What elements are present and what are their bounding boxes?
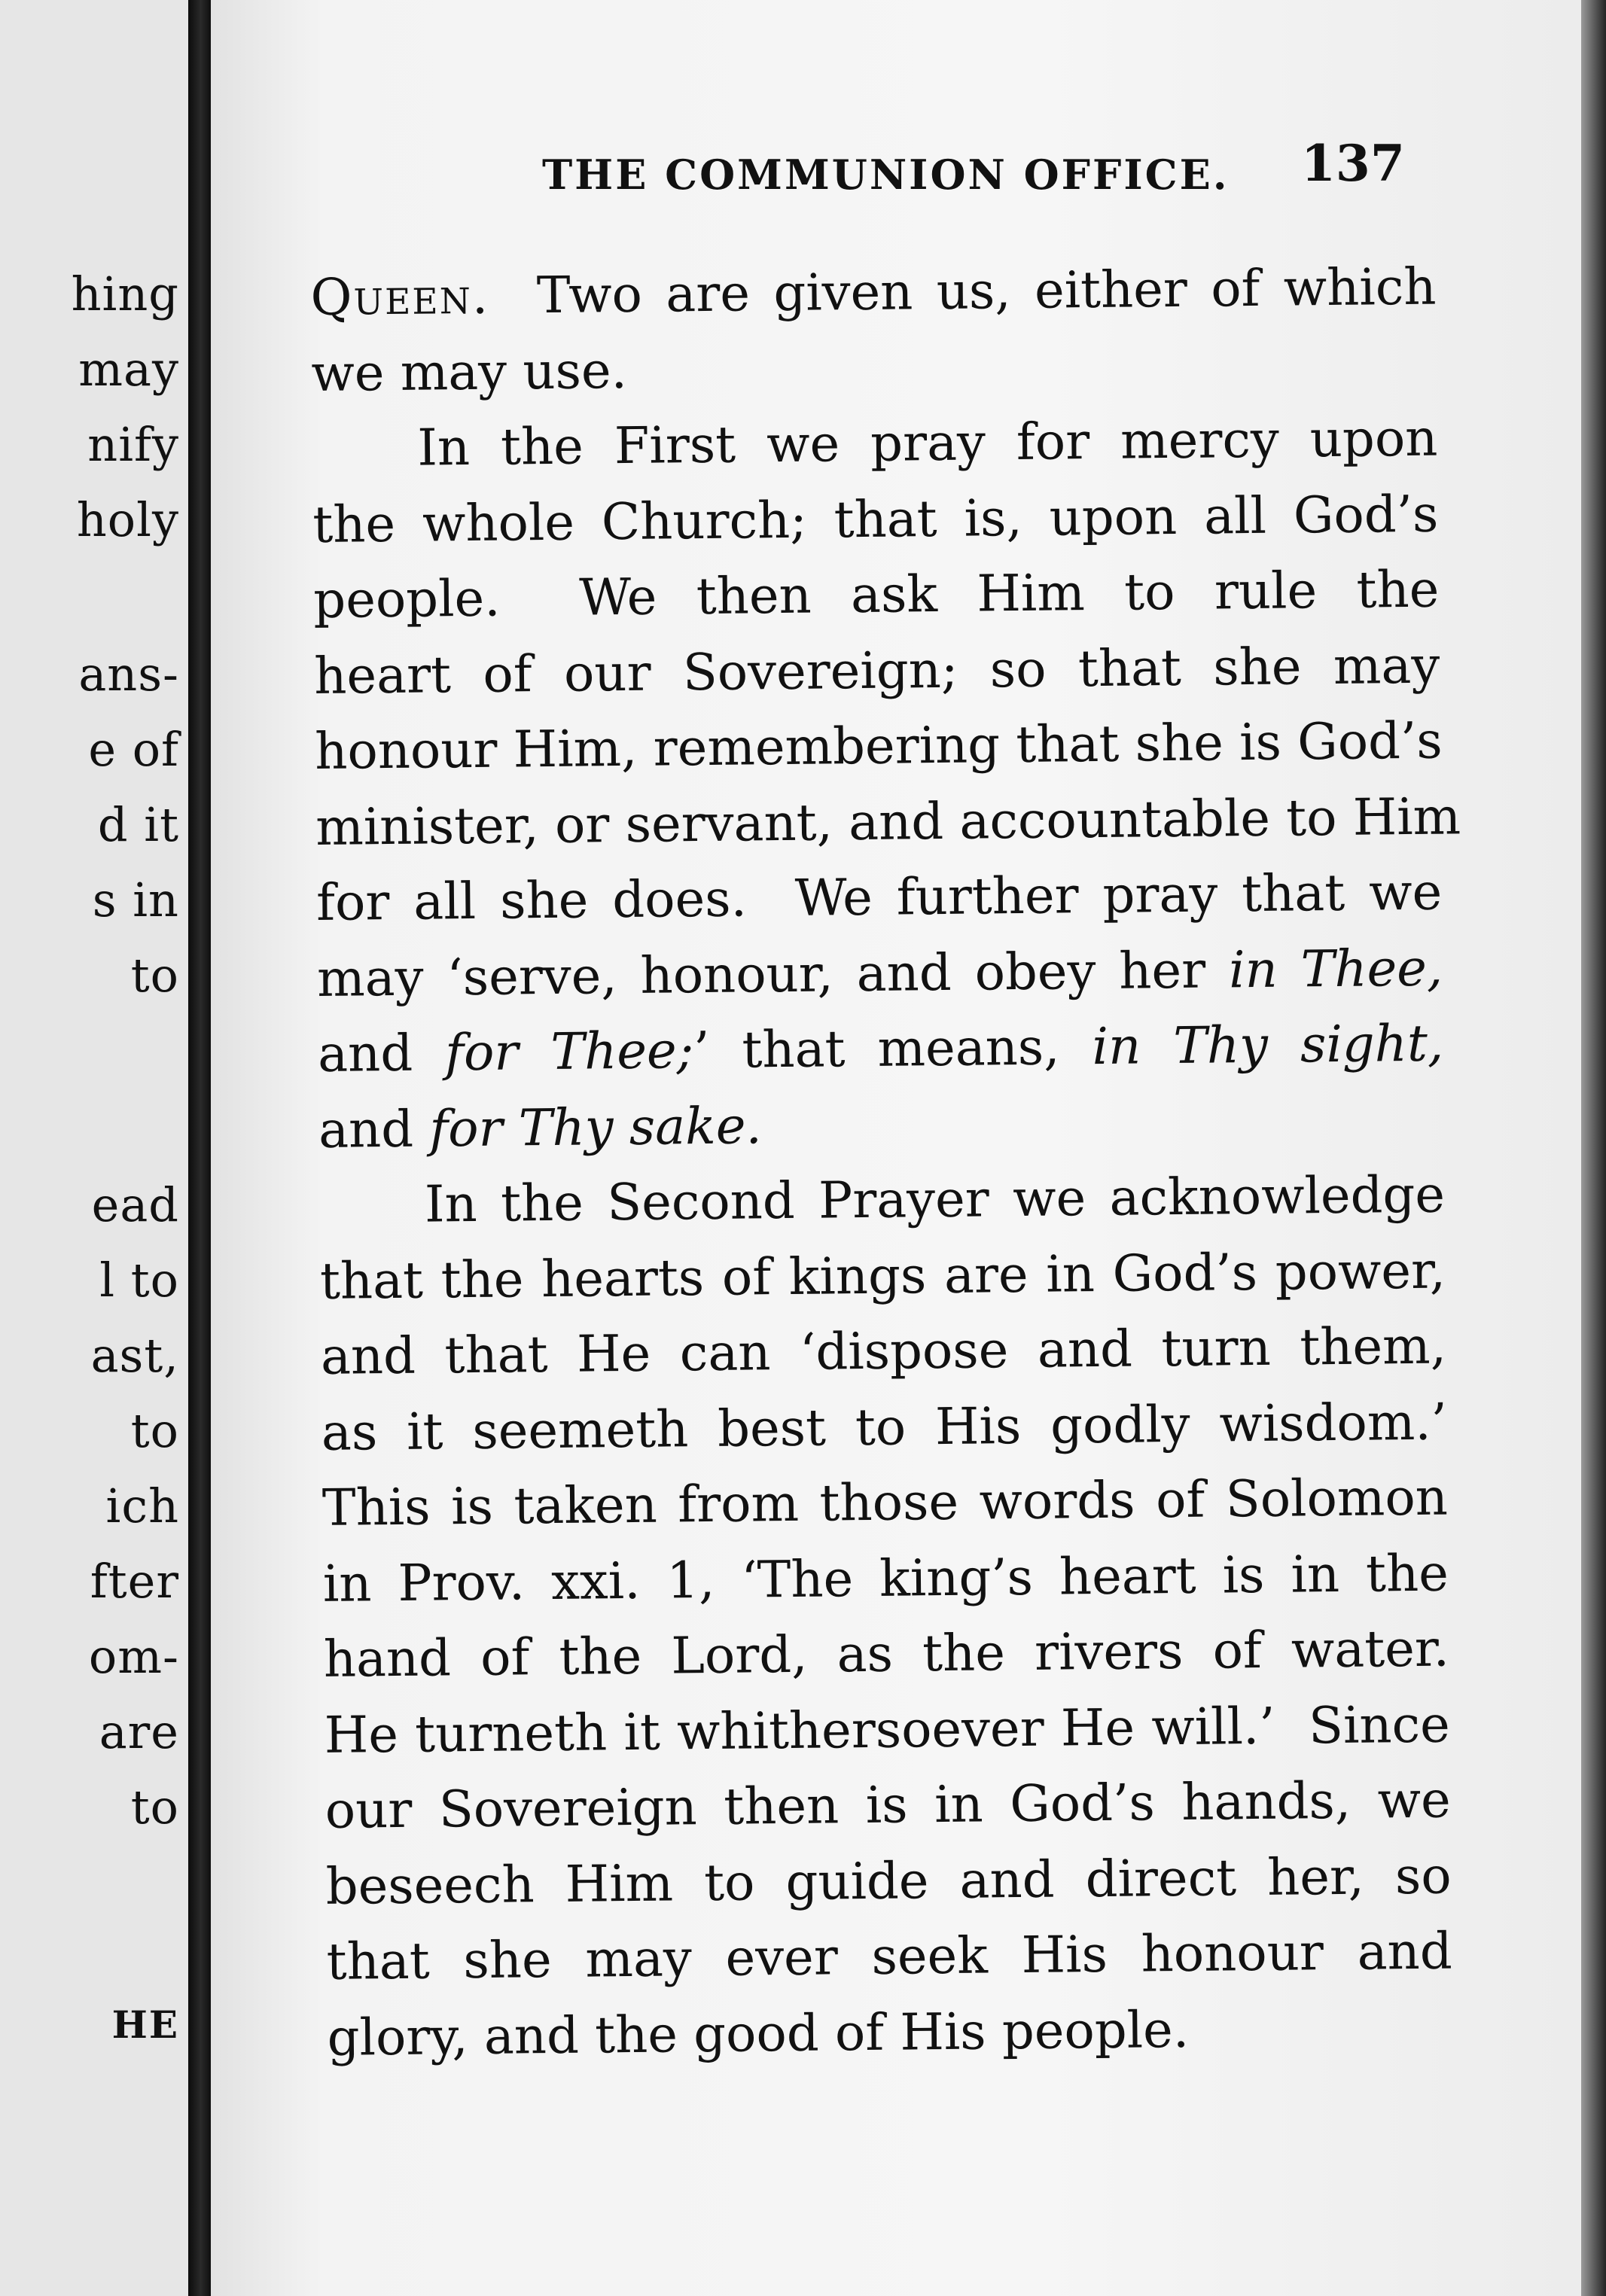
body-text xyxy=(310,249,1461,2075)
text-line xyxy=(317,930,1443,1016)
facing-page-fragment: fter xyxy=(90,1554,179,1609)
text-line xyxy=(314,627,1440,714)
facing-page-fragment: HE xyxy=(111,2002,179,2047)
facing-page-fragment: holy xyxy=(76,492,179,547)
page-edge xyxy=(1581,0,1606,2296)
text-span: beseech Him to guide and direct her, so xyxy=(325,1846,1452,1916)
facing-page-fragment: ead xyxy=(91,1177,179,1232)
facing-page-fragment: nify xyxy=(87,417,179,472)
facing-page-fragment: to xyxy=(130,1403,179,1458)
page-number: 137 xyxy=(1301,134,1405,193)
text-line xyxy=(322,1460,1448,1546)
text-span: that the hearts of kings are in God’s power, xyxy=(319,1241,1446,1311)
text-line xyxy=(315,703,1441,790)
text-span: minister, or servant, and accountable to Him xyxy=(315,786,1461,857)
text-line xyxy=(324,1686,1450,1773)
text-span: and xyxy=(318,1099,430,1159)
facing-page-fragment: ans- xyxy=(78,647,179,702)
text-line xyxy=(325,1838,1452,1924)
facing-page-fragment: e of xyxy=(88,722,179,777)
facing-page-fragment: l to xyxy=(99,1253,179,1308)
text-span: we may use. xyxy=(311,340,628,403)
text-span: In the First we pray for mercy upon xyxy=(417,408,1438,477)
text-line xyxy=(310,249,1437,336)
text-span: This is taken from those words of Solomon xyxy=(322,1467,1449,1537)
text-span: may ‘serve, honour, and obey her xyxy=(316,939,1230,1008)
text-span: Two are given us, either of which xyxy=(489,257,1437,325)
italic-text: in Thee, xyxy=(1228,938,1443,999)
text-span: as it seemeth best to His godly wisdom.’ xyxy=(321,1392,1448,1462)
text-line xyxy=(327,1989,1453,2075)
facing-page xyxy=(0,0,188,2296)
text-line xyxy=(321,1308,1447,1395)
text-line xyxy=(315,778,1461,865)
text-span: hand of the Lord, as the rivers of water. xyxy=(323,1618,1450,1689)
text-span: ’ that means, xyxy=(693,1017,1093,1080)
text-span: the whole Church; that is, upon all God’s xyxy=(312,484,1439,554)
italic-text: for Thee; xyxy=(444,1021,694,1083)
text-span: for all she does. We further pray that we xyxy=(315,862,1443,932)
text-span: glory, and the good of His people. xyxy=(327,1999,1190,2067)
book-gutter xyxy=(188,0,211,2296)
facing-page-fragment: om- xyxy=(88,1629,179,1684)
facing-page-fragment: are xyxy=(99,1704,179,1759)
text-line xyxy=(322,1535,1449,1622)
text-span: that she may ever seek His honour and xyxy=(326,1921,1453,1991)
text-span: our Sovereign then is in God’s hands, we xyxy=(325,1770,1452,1840)
facing-page-fragment: to xyxy=(130,1780,179,1835)
text-line xyxy=(325,1762,1451,1849)
text-line xyxy=(319,1157,1446,1244)
text-span: heart of our Sovereign; so that she may xyxy=(313,635,1440,705)
italic-text: for Thy sake. xyxy=(429,1095,763,1159)
text-span: and xyxy=(317,1023,446,1083)
text-span: He turneth it whithersoever He will.’ Since xyxy=(324,1695,1451,1765)
text-line xyxy=(316,854,1443,941)
italic-text: in Thy sight, xyxy=(1092,1013,1444,1076)
facing-page-fragment: hing xyxy=(71,266,179,321)
text-line xyxy=(320,1232,1446,1319)
text-line xyxy=(321,1384,1447,1470)
facing-page-fragment: to xyxy=(130,948,179,1003)
facing-page-fragment: s in xyxy=(92,872,179,927)
text-span: people. We then ask Him to rule the xyxy=(312,559,1440,629)
facing-page-fragment: ast, xyxy=(90,1328,179,1383)
text-line xyxy=(326,1914,1452,2000)
facing-page-fragment: ich xyxy=(105,1478,179,1533)
text-span: and that He can ‘dispose and turn them, xyxy=(320,1316,1447,1386)
text-line xyxy=(312,400,1438,487)
text-span: honour Him, remembering that she is God’s xyxy=(314,711,1443,781)
facing-page-fragment: d it xyxy=(97,797,179,852)
text-line xyxy=(313,552,1440,638)
text-line xyxy=(311,324,1437,411)
facing-page-fragment: may xyxy=(78,342,179,397)
speaker-label: Queen. xyxy=(310,266,490,327)
running-head: THE COMMUNION OFFICE. xyxy=(542,151,1230,199)
text-line xyxy=(323,1611,1449,1698)
text-line xyxy=(318,1006,1444,1092)
text-line xyxy=(312,476,1439,562)
text-line xyxy=(318,1081,1445,1168)
text-span: in Prov. xxi. 1, ‘The king’s heart is in the xyxy=(322,1543,1449,1613)
text-span: In the Second Prayer we acknowledge xyxy=(424,1165,1446,1234)
